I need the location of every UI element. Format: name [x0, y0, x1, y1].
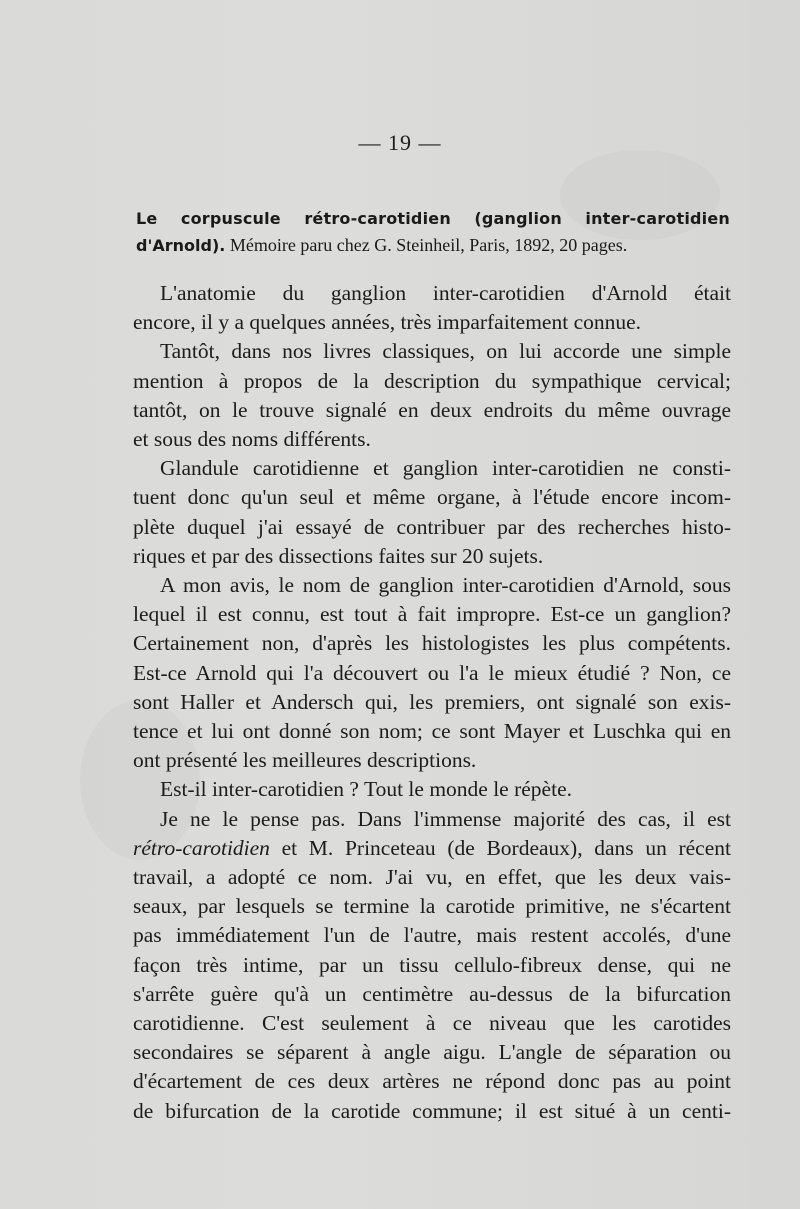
text-line: Tantôt, dans nos livres classiques, on lui accorde une simple: [160, 339, 731, 364]
text-line: seaux, par lesquels se termine la carotide primitive, ne s'écartent: [133, 894, 731, 919]
text-line: secondaires se séparent à angle aigu. L'angle de séparation ou: [133, 1040, 731, 1065]
text-line: encore, il y a quelques années, très imparfaitement connue.: [133, 310, 642, 335]
text-line: Est-ce Arnold qui l'a découvert ou l'a le mieux étudié ? Non, ce: [133, 660, 731, 685]
text-line: de bifurcation de la carotide commune; il est situé à un centi-: [133, 1098, 731, 1123]
text-line: A mon avis, le nom de ganglion inter-carotidien d'Arnold, sous: [160, 573, 731, 598]
text-line: ont présenté les meilleures descriptions.: [133, 748, 477, 773]
body-text: [133, 279, 731, 1126]
text-line: riques et par des dissections faites sur 20 sujets.: [133, 543, 544, 568]
text-line-rest: et M. Princeteau (de Bordeaux), dans un récent: [281, 835, 731, 860]
text-line: travail, a adopté ce nom. J'ai vu, en effet, que les deux vais-: [133, 865, 731, 890]
text-line: Glandule carotidienne et ganglion inter-carotidien ne consti-: [160, 456, 731, 481]
title-line-2: [136, 232, 730, 259]
text-line: Certainement non, d'après les histologistes les plus compétents.: [133, 631, 731, 656]
text-line: Est-il inter-carotidien ? Tout le monde le répète.: [160, 777, 572, 802]
title-line-1: Le corpuscule rétro-carotidien (ganglion inter-carotidien: [136, 209, 730, 228]
text-line: sont Haller et Andersch qui, les premiers, ont signalé son exis-: [133, 689, 731, 714]
text-line-with-italic: [133, 834, 731, 863]
text-line: s'arrête guère qu'à un centimètre au-dessus de la bifurcation: [133, 981, 731, 1006]
title-bold-tail: d'Arnold).: [136, 236, 226, 255]
text-line: mention à propos de la description du sympathique cervical;: [133, 368, 731, 393]
text-line: Je ne le pense pas. Dans l'immense majorité des cas, il est: [160, 806, 731, 831]
text-line: pas immédiatement l'un de l'autre, mais restent accolés, d'une: [133, 923, 731, 948]
text-line: et sous des noms différents.: [133, 427, 371, 452]
text-line: tence et lui ont donné son nom; ce sont Mayer et Luschka qui en: [133, 719, 731, 744]
text-line: carotidienne. C'est seulement à ce niveau que les carotides: [133, 1011, 731, 1036]
italic-term: rétro-carotidien: [133, 835, 270, 860]
text-line: tuent donc qu'un seul et même organe, à l'étude encore incom-: [133, 485, 731, 510]
publication-title: [136, 206, 730, 259]
text-line: plète duquel j'ai essayé de contribuer par des recherches histo-: [133, 514, 731, 539]
page-number: — 19 —: [358, 130, 442, 155]
text-line: tantôt, on le trouve signalé en deux endroits du même ouvrage: [133, 397, 731, 422]
text-line: façon très intime, par un tissu cellulo-fibreux dense, qui ne: [133, 952, 731, 977]
text-line: L'anatomie du ganglion inter-carotidien d'Arnold était: [160, 281, 731, 305]
text-line: lequel il est connu, est tout à fait impropre. Est-ce un ganglion?: [133, 602, 731, 627]
title-citation: Mémoire paru chez G. Steinheil, Paris, 1892, 20 pages.: [225, 235, 628, 255]
text-line: d'écartement de ces deux artères ne répond donc pas au point: [133, 1069, 731, 1094]
